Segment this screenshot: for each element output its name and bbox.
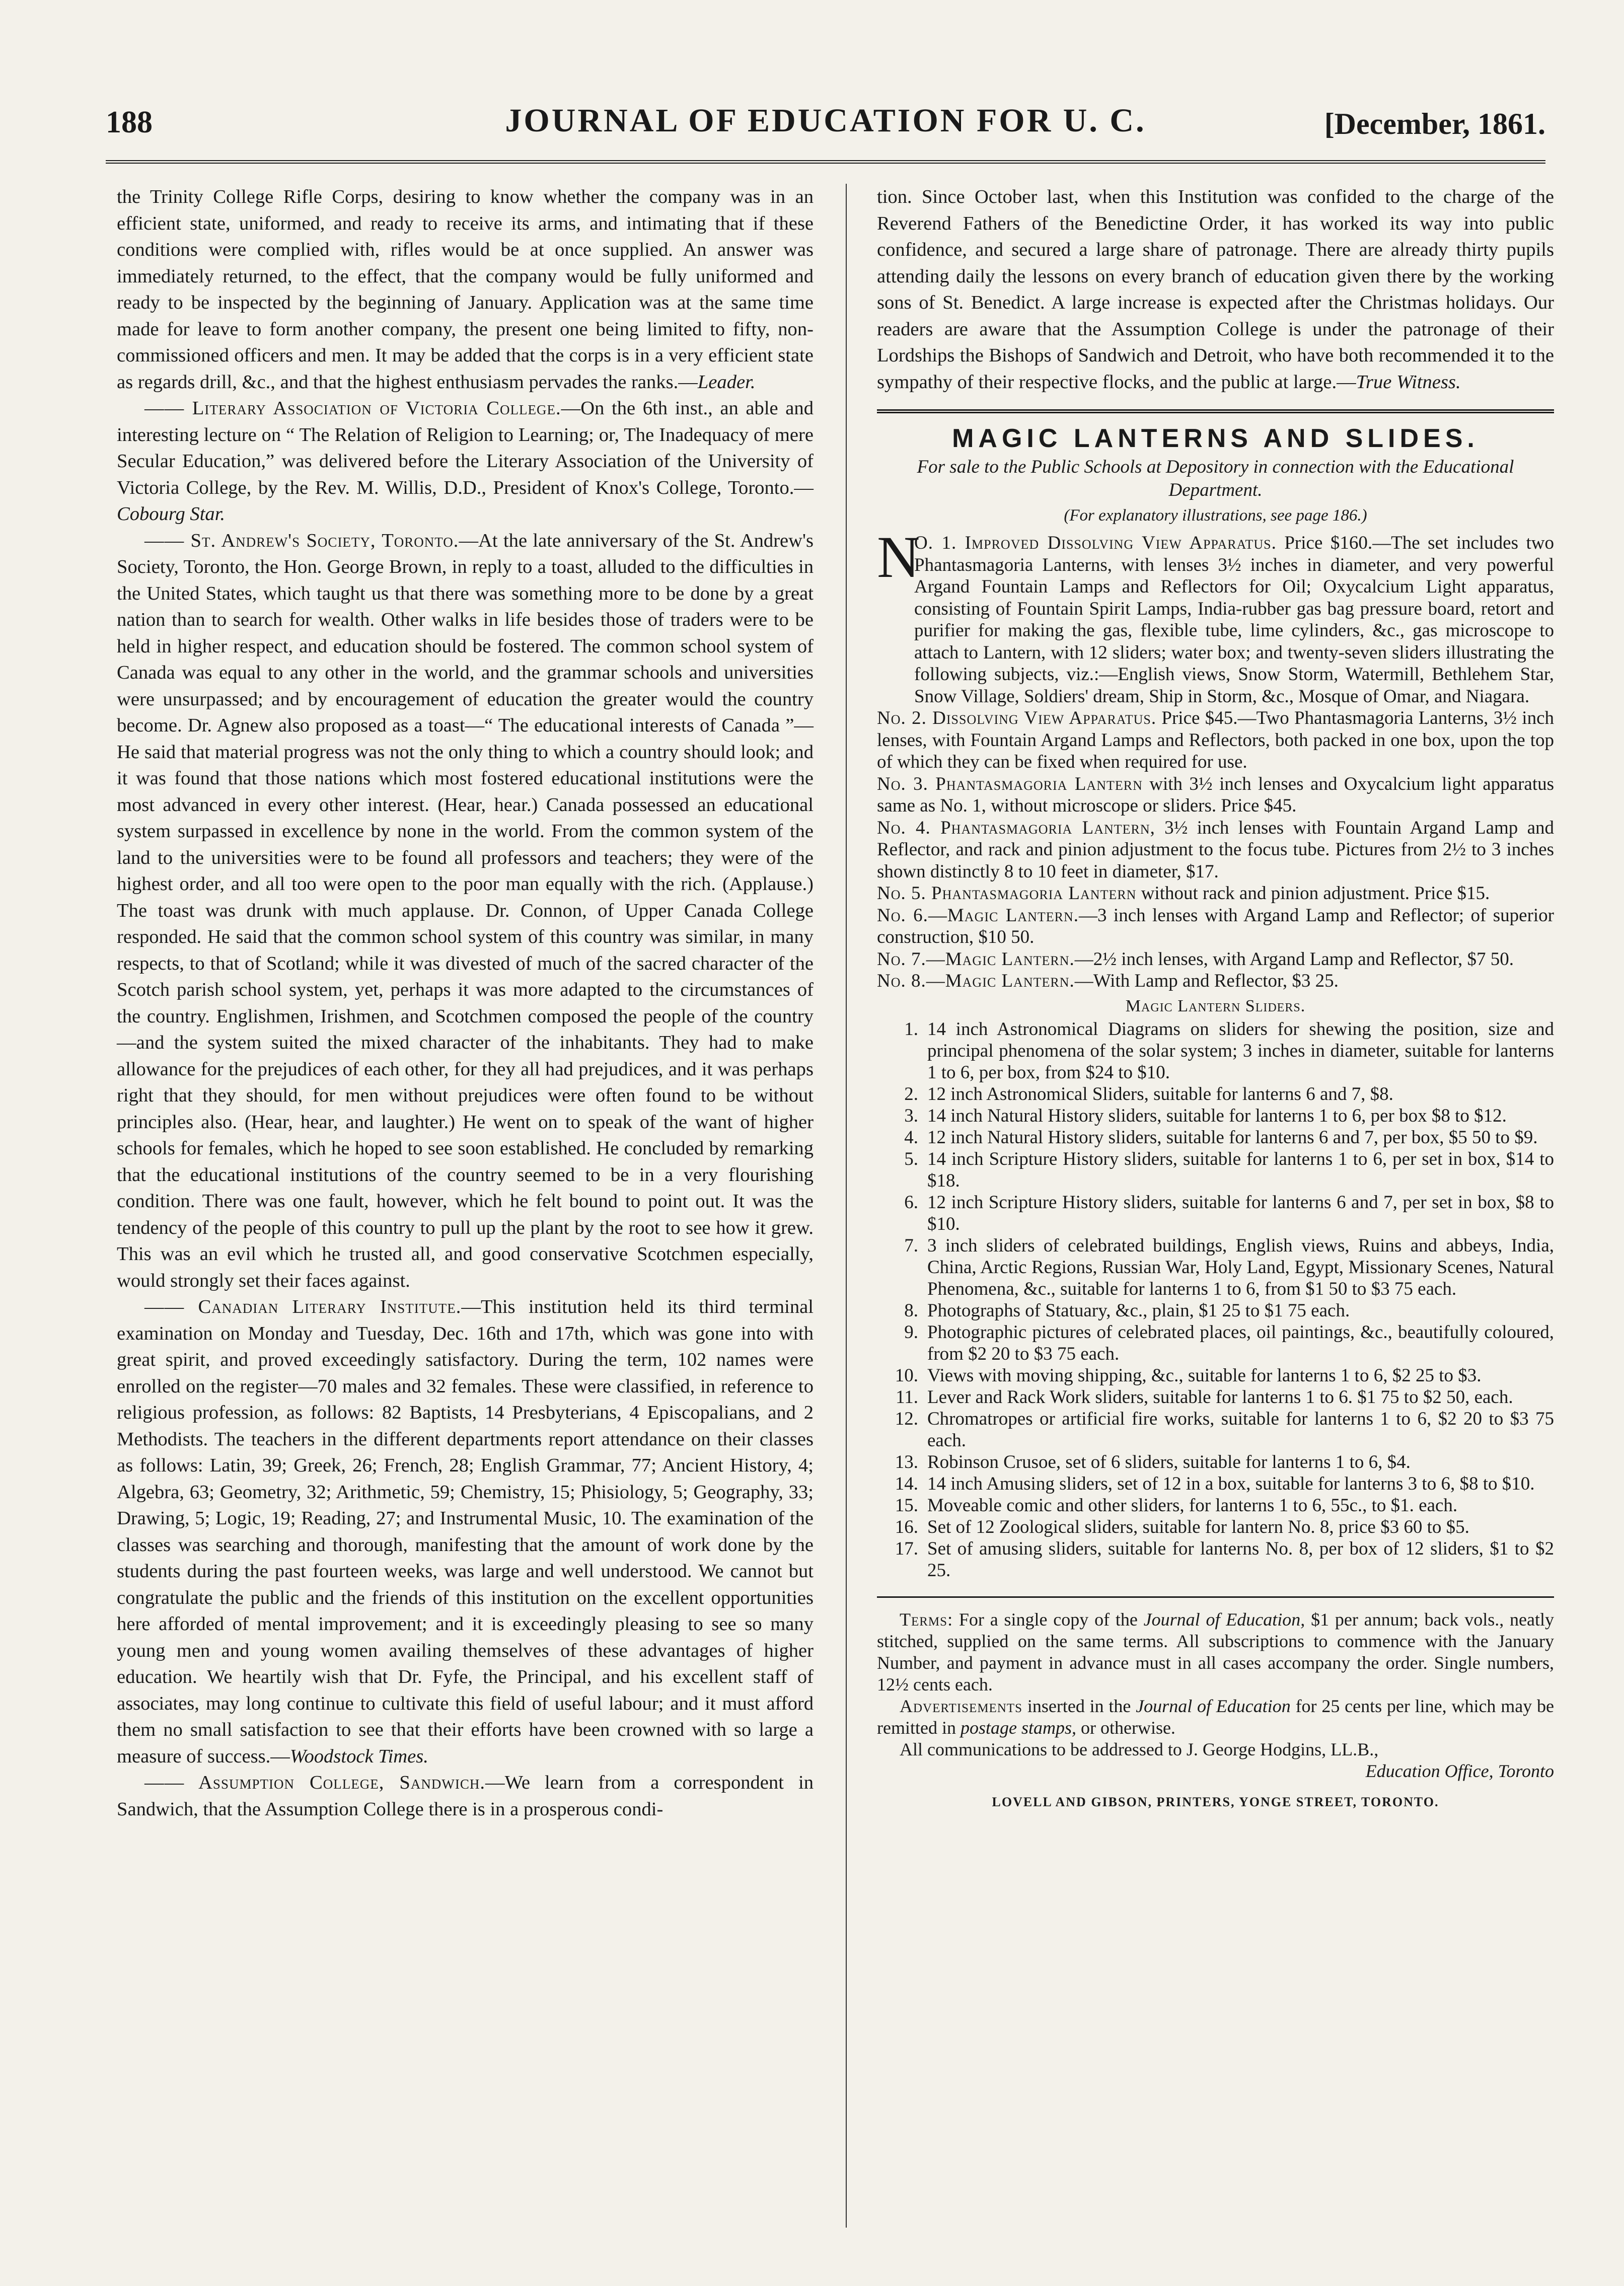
- slider-number: 7.: [904, 1235, 918, 1256]
- slider-number: 11.: [896, 1386, 918, 1408]
- slider-number: 10.: [895, 1365, 918, 1386]
- source-cobourg-star: Cobourg Star.: [117, 503, 226, 525]
- slider-item: [877, 1148, 1554, 1192]
- victoria-college-paragraph: —— Literary Association of Victoria College.—On the 6th inst., an able and interesting lecture on “ The Relation of Religion to Learning; or, The Inadequacy of mere Secular Education,” was delivered before the Literary Association of the University of Victoria College, by the Rev. M. Willis, D.D., President of Knox's College, Toronto.—Cobourg Star.: [117, 398, 814, 525]
- slider-item: [877, 1105, 1554, 1127]
- slider-item: [877, 1365, 1554, 1386]
- slider-number: 1.: [904, 1018, 918, 1040]
- left-column: [117, 184, 814, 1822]
- issue-date: [December, 1861.: [1324, 107, 1545, 140]
- slider-text: 14 inch Scripture History sliders, suitable for lanterns 1 to 6, per set in box, $14 to $18.: [927, 1148, 1554, 1191]
- slider-text: 12 inch Astronomical Sliders, suitable for lanterns 6 and 7, $8.: [927, 1083, 1393, 1104]
- terms-paragraph: Terms: For a single copy of the Journal of Education, $1 per annum; back vols., neatly stitched, supplied on the same terms. All subscriptions to commence with the January Number, and payment in advance must in all cases accompany the order. Single numbers, 12½ cents each.: [877, 1609, 1554, 1694]
- terms-rule: [877, 1596, 1554, 1598]
- rifle-corps-paragraph: the Trinity College Rifle Corps, desiring to know whether the company was in an efficient state, uniformed, and ready to receive its arms, and intimating that if these conditions were complied with, rifles would be at once supplied. An answer was immediately returned, to the effect, that the company would be fully uniformed and ready to be inspected by the beginning of January. Application was at the same time made for leave to form another company, the present one being limited to fifty, non-commissioned officers and men. It may be added that the corps is in a very efficient state as regards drill, &c., and that the highest enthusiasm pervades the ranks.—Leader.: [117, 186, 814, 393]
- slider-item: [877, 1408, 1554, 1451]
- lantern-item-4: No. 4. Phantasmagoria Lantern, 3½ inch lenses with Fountain Argand Lamp and Reflector, and rack and pinion adjustment to the focus tube. Pictures from 2½ to 3 inches shown distinctly 8 to 10 feet in diameter, $17.: [877, 817, 1555, 882]
- slider-text: Moveable comic and other sliders, for lanterns 1 to 6, 55c., to $1. each.: [927, 1495, 1458, 1516]
- sliders-heading: Magic Lantern Sliders.: [1125, 996, 1306, 1015]
- slider-number: 6.: [904, 1192, 918, 1213]
- literary-institute-paragraph: —— Canadian Literary Institute.—This institution held its third terminal examination on Monday and Tuesday, Dec. 16th and 17th, which was gone into with great spirit, and proved exceedingly satisfactory. During the term, 102 names were enrolled on the register—70 males and 32 females. These were classified, in reference to religious profession, as follows: 82 Baptists, 14 Presbyterians, 4 Episcopalians, and 2 Methodists. The teachers in the different departments report attendance on their classes as follows: Latin, 39; Greek, 26; French, 28; English Grammar, 77; Ancient History, 4; Algebra, 63; Geometry, 32; Arithmetic, 59; Chemistry, 15; Phisiology, 5; Geography, 33; Drawing, 5; Logic, 19; Reading, 27; and Instrumental Music, 10. The examination of the classes was searching and thorough, manifesting that the amount of work done by the students during the past fourteen weeks, was large and well understood. We cannot but congratulate the public and the friends of this institution on the excellent opportunities here afforded of mental improvement; and it is exceedingly pleasing to see so many young men and young women availing themselves of these advantages of higher education. We heartily wish that Dr. Fyfe, the Principal, and his excellent staff of associates, may long continue to cultivate this field of useful labour; and it must afford them no small satisfaction to see that their efforts have been crowned with so large a measure of success.—Woodstock Times.: [117, 1296, 814, 1767]
- section-lead: —— Literary Association of Victoria College.: [144, 398, 561, 419]
- section-rule: [877, 409, 1554, 413]
- slider-number: 17.: [895, 1538, 918, 1559]
- slider-text: Views with moving shipping, &c., suitable for lanterns 1 to 6, $2 25 to $3.: [927, 1365, 1482, 1386]
- slider-item: [877, 1018, 1554, 1083]
- slider-item: [877, 1083, 1554, 1105]
- slider-text: Lever and Rack Work sliders, suitable for lanterns 1 to 6. $1 75 to $2 50, each.: [927, 1386, 1513, 1408]
- slider-item: [877, 1321, 1554, 1365]
- right-column: [877, 184, 1554, 1811]
- sliders-list: [877, 1018, 1554, 1581]
- slider-text: Set of 12 Zoological sliders, suitable for lantern No. 8, price $3 60 to $5.: [927, 1516, 1469, 1537]
- source-woodstock-times: Woodstock Times.: [289, 1745, 428, 1767]
- section-lead: —— Canadian Literary Institute.: [144, 1296, 462, 1317]
- slider-number: 12.: [895, 1408, 918, 1429]
- slider-text: 14 inch Astronomical Diagrams on sliders for shewing the position, size and principal phenomena of the solar system; 3 inches in diameter, suitable for lanterns 1 to 6, per box, from $24 to $10.: [927, 1018, 1554, 1083]
- advertisement-note: (For explanatory illustrations, see page 186.): [1064, 506, 1367, 525]
- printer-imprint: LOVELL AND GIBSON, PRINTERS, YONGE STREET, TORONTO.: [992, 1794, 1439, 1809]
- assumption-continuation: tion. Since October last, when this Institution was confided to the charge of the Reverend Fathers of the Benedictine Order, it has worked its way into public confidence, and secured a large share of patronage. There are already thirty pupils attending daily the lessons on every branch of education given there by the working sons of St. Benedict. A large increase is expected after the Christmas holidays. Our readers are aware that the Assumption College is under the patronage of their Lordships the Bishops of Sandwich and Detroit, who have both recommended it to the sympathy of their respective flocks, and the public at large.—True Witness.: [877, 186, 1554, 393]
- slider-number: 5.: [904, 1148, 918, 1169]
- slider-item: [877, 1495, 1554, 1516]
- slider-item: [877, 1386, 1554, 1408]
- slider-item: [877, 1127, 1554, 1148]
- slider-number: 2.: [904, 1083, 918, 1104]
- slider-text: 12 inch Natural History sliders, suitable for lanterns 6 and 7, per box, $5 50 to $9.: [927, 1127, 1538, 1148]
- slider-text: Robinson Crusoe, set of 6 sliders, suitable for lanterns 1 to 6, $4.: [927, 1451, 1411, 1472]
- source-leader: Leader.: [697, 371, 756, 393]
- header-rule: [106, 160, 1545, 164]
- slider-number: 4.: [904, 1127, 918, 1148]
- slider-item: [877, 1538, 1554, 1581]
- slider-number: 3.: [904, 1105, 918, 1126]
- advertisement-title: MAGIC LANTERNS AND SLIDES.: [952, 424, 1479, 453]
- slider-item: [877, 1192, 1554, 1235]
- education-office: Education Office, Toronto: [1365, 1760, 1554, 1781]
- section-lead: —— Assumption College, Sandwich.: [144, 1772, 485, 1793]
- communications-paragraph: All communications to be addressed to J. George Hodgins, LL.B.,: [900, 1739, 1379, 1759]
- slider-item: [877, 1300, 1554, 1321]
- slider-text: 12 inch Scripture History sliders, suitable for lanterns 6 and 7, per set in box, $8 to $10.: [927, 1192, 1554, 1234]
- lantern-item-1: N O. 1. Improved Dissolving View Apparatus. Price $160.—The set includes two Phantasmagoria Lanterns, with lenses 3½ inches in diameter, and very powerful Argand Fountain Lamps and Reflectors for Oil; Oxycalcium Light apparatus, consisting of Fountain Spirit Lamps, India-rubber gas bag pressure board, retort and purifier for making the gas, flexible tube, lime cylinders, &c., gas microscope to attach to Lantern, with 12 sliders; water box; and twenty-seven sliders illustrating the following subjects, viz.:—English views, Snow Storm, Watermill, Bethlehem Star, Snow Village, Soldiers' dream, Ship in Storm, &c., Mosque of Omar, and Niagara.: [877, 524, 1554, 707]
- slider-number: 9.: [904, 1321, 918, 1343]
- section-lead: —— St. Andrew's Society, Toronto.: [144, 530, 459, 551]
- assumption-college-paragraph: —— Assumption College, Sandwich.—We learn from a correspondent in Sandwich, that the Assumption College there is in a prosperous condi-: [117, 1772, 814, 1820]
- lantern-item-5: No. 5. Phantasmagoria Lantern without rack and pinion adjustment. Price $15.: [877, 883, 1490, 904]
- slider-item: [877, 1473, 1554, 1495]
- slider-number: 15.: [895, 1495, 918, 1516]
- st-andrews-paragraph: —— St. Andrew's Society, Toronto.—At the late anniversary of the St. Andrew's Society, Toronto, the Hon. George Brown, in reply to a toast, alluded to the difficulties in the United States, which taught us that there was something more to be done by a great nation than to search for wealth. Other walks in life besides those of traders were to be held in higher respect, and education should be fostered. The common school system of Canada was equal to any other in the world, and the grammar schools and universities were unsurpassed; and by encouragement of education the greater would the country become. Dr. Agnew also proposed as a toast—“ The educational interests of Canada ”—He said that material progress was not the only thing to which a country should look; and it was found that those nations which most fostered educational institutions were the most advanced in every other interest. (Hear, hear.) Canada possessed an educational system surpassed in excellence by none in the world. From the common system of the land to the universities were to be found all professors and teachers; they were of the highest order, and all too were open to the poor man equally with the rich. (Applause.) The toast was drunk with much applause. Dr. Connon, of Upper Canada College responded. He said that the common school system of this country was similar, in many respects, to that of Scotland; while it was divested of much of the sacred character of the Scotch parish school system, yet, perhaps it was more adapted to the circumstances of the country. Englishmen, Irishmen, and Scotchmen composed the people of the country—and the system suited the mixed character of the inhabitants. They had to make allowance for the prejudices of each other, for they all had prejudices, and it was perhaps right that they should, for men without prejudices were often found to be without principles also. (Hear, hear, and laughter.) He went on to speak of the want of higher schools for females, which he hoped to see soon established. He concluded by remarking that the educational institutions of the country seemed to be in a very flourishing condition. There was one fault, however, which he felt bound to point out. It was the tendency of the people of this country to pull up the plant by the root to see how it grew. This was an evil which he trusted all, and good conservative Scotchmen especially, would strongly set their faces against.: [117, 530, 814, 1291]
- slider-text: Photographic pictures of celebrated places, oil paintings, &c., beautifully coloured, from $2 20 to $3 75 each.: [927, 1321, 1554, 1364]
- running-head: [106, 96, 1545, 156]
- journal-title: JOURNAL OF EDUCATION FOR U. C.: [505, 102, 1146, 139]
- slider-number: 16.: [895, 1516, 918, 1537]
- slider-number: 8.: [904, 1300, 918, 1321]
- drop-cap: N: [877, 524, 920, 590]
- slider-number: 13.: [895, 1451, 918, 1472]
- lantern-item-2: No. 2. Dissolving View Apparatus. Price $45.—Two Phantasmagoria Lanterns, 3½ inch lenses, with Fountain Argand Lamps and Reflectors, both packed in one box, upon the top of which they can be fixed when required for use.: [877, 708, 1554, 772]
- slider-item: [877, 1451, 1554, 1473]
- slider-number: 14.: [895, 1473, 918, 1494]
- advertisement-subtitle: For sale to the Public Schools at Depository in connection with the Educational Department.: [917, 457, 1514, 500]
- column-divider: [846, 184, 847, 2228]
- source-true-witness: True Witness.: [1356, 371, 1461, 393]
- slider-text: Set of amusing sliders, suitable for lanterns No. 8, per box of 12 sliders, $1 to $2 25.: [927, 1538, 1554, 1581]
- slider-text: 14 inch Amusing sliders, set of 12 in a box, suitable for lanterns 3 to 6, $8 to $10.: [927, 1473, 1535, 1494]
- slider-text: 14 inch Natural History sliders, suitable for lanterns 1 to 6, per box $8 to $12.: [927, 1105, 1507, 1126]
- lantern-item-3: No. 3. Phantasmagoria Lantern with 3½ inch lenses and Oxycalcium light apparatus same as No. 1, without microscope or sliders. Price $45.: [877, 773, 1554, 816]
- slider-text: Chromatropes or artificial fire works, suitable for lanterns 1 to 6, $2 20 to $3 75 each.: [927, 1408, 1554, 1451]
- slider-text: 3 inch sliders of celebrated buildings, English views, Ruins and abbeys, India, China, Arctic Regions, Russian War, Holy Land, Egypt, Missionary Scenes, Natural Phenomena, &c., suitable for lanterns 1 to 6, from $1 50 to $3 75 each.: [927, 1235, 1554, 1299]
- slider-item: [877, 1235, 1554, 1300]
- lantern-item-7: No. 7.—Magic Lantern.—2½ inch lenses, with Argand Lamp and Reflector, $7 50.: [877, 948, 1514, 970]
- lantern-item-6: No. 6.—Magic Lantern.—3 inch lenses with Argand Lamp and Reflector; of superior construction, $10 50.: [877, 905, 1554, 947]
- advertisements-paragraph: Advertisements inserted in the Journal of Education for 25 cents per line, which may be remitted in postage stamps, or otherwise.: [877, 1695, 1554, 1738]
- slider-item: [877, 1516, 1554, 1538]
- lantern-item-8: No. 8.—Magic Lantern.—With Lamp and Reflector, $3 25.: [877, 971, 1339, 991]
- slider-text: Photographs of Statuary, &c., plain, $1 25 to $1 75 each.: [927, 1300, 1350, 1321]
- page-number: 188: [106, 105, 153, 139]
